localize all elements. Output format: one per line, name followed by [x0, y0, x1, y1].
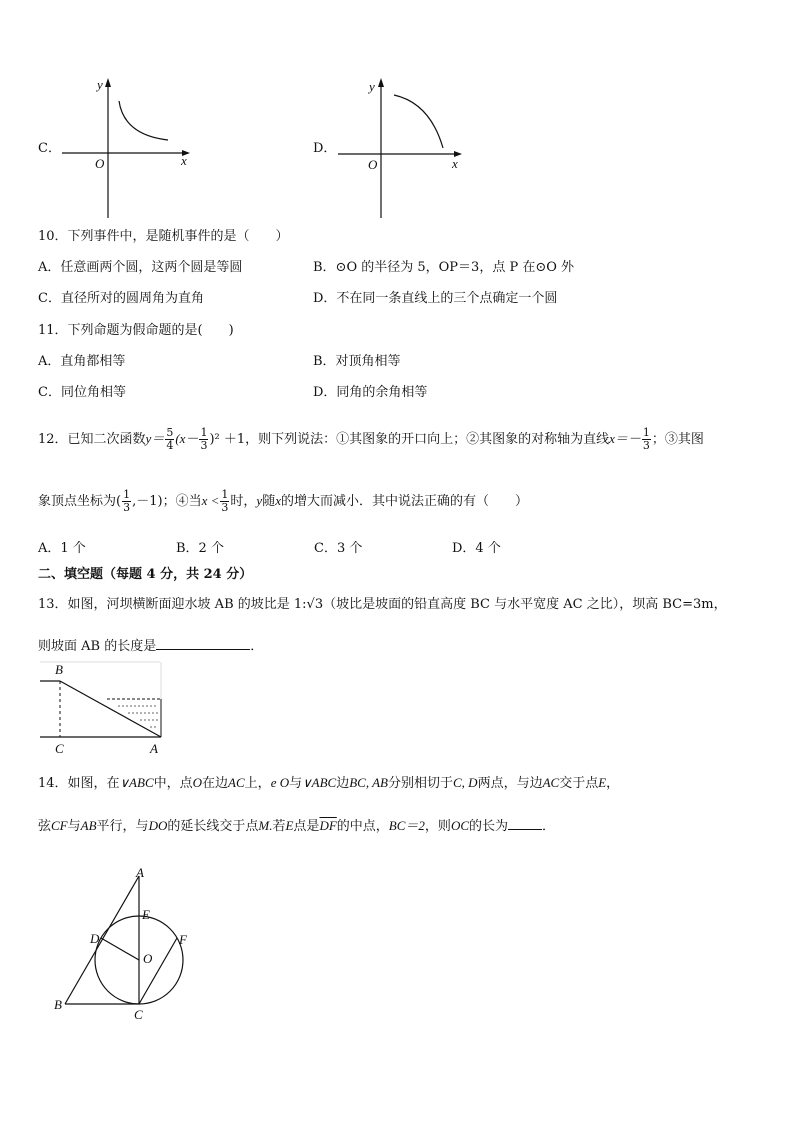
q10-option-d: D．不在同一条直线上的三个点确定一个圆 — [313, 291, 558, 306]
q14-text: 平行，与 — [96, 819, 149, 834]
frac-num: 1 — [642, 426, 650, 439]
q14-text: 与 — [289, 776, 303, 791]
q14-label-a: A — [136, 865, 144, 880]
frac-den: 4 — [166, 439, 174, 452]
q10-option-b: B．⊙O 的半径为 5，OP＝3，点 P 在⊙O 外 — [313, 260, 575, 275]
q14-triangle-abc: ∨ABC — [302, 775, 337, 790]
q12-sui: 随 — [262, 494, 276, 509]
q12-x-var: x — [275, 493, 281, 508]
q14-points-c-d: C, D — [453, 775, 478, 790]
q14-text: 若 — [272, 819, 286, 834]
q14-triangle-abc: ∨ABC — [119, 775, 154, 790]
q11-option-a: A．直角都相等 — [38, 354, 126, 369]
q14-label-f: F — [179, 932, 187, 947]
q12-end: 的增大而减小．其中说法正确的有（ ） — [280, 494, 528, 509]
q12-option-c: C．3 个 — [314, 541, 363, 556]
frac-num: 1 — [200, 426, 208, 439]
q14-text: 上， — [244, 776, 271, 791]
q14-bc-value: BC＝2 — [388, 818, 425, 833]
option-c-label: C． — [38, 141, 61, 156]
option-d-label: D． — [313, 141, 337, 156]
q14-text: 点是 — [293, 819, 320, 834]
q14-text: 与 — [67, 819, 81, 834]
q13-period: ． — [250, 639, 264, 654]
q12-x-minus: (x－ — [175, 431, 199, 446]
q12-intro: 12．已知二次函数 — [38, 432, 146, 447]
q11-option-d: D．同角的余角相等 — [313, 385, 428, 400]
q10-stem: 10．下列事件中，是随机事件的是（ ） — [38, 229, 289, 244]
q14-text: ，则 — [424, 819, 451, 834]
q13-label-c: C — [55, 741, 64, 756]
chord-cf — [139, 938, 177, 1004]
q13-text-a: 13．如图，河坝横断面迎水坡 AB 的坡比是 1: — [38, 597, 307, 612]
q14-text: 边 — [336, 776, 350, 791]
frac-den: 3 — [642, 439, 650, 452]
frac-den: 3 — [200, 439, 208, 452]
q12-statements-2: ；③其图 — [651, 432, 704, 447]
q14-point-m: M. — [258, 818, 273, 833]
q10-option-c: C．直径所对的圆周角为直角 — [38, 291, 204, 306]
q14-text: 弦 — [38, 819, 52, 834]
q14-label-b: B — [54, 997, 62, 1012]
q14-text: 两点，与边 — [477, 776, 543, 791]
q14-text: 14．如图，在 — [38, 776, 120, 791]
q12-y-eq: y＝ — [145, 431, 165, 446]
q14-label-c: C — [134, 1007, 143, 1022]
q12-time: 时， — [230, 494, 257, 509]
frac-den: 3 — [123, 501, 131, 514]
graph-d-y-label: y — [369, 79, 375, 94]
graph-c-origin-label: O — [95, 156, 105, 171]
frac-num: 1 — [123, 488, 131, 501]
q12-vertex-text: 象顶点坐标为 — [38, 494, 117, 509]
q14-sides-bc-ab: BC, AB — [349, 775, 388, 790]
q14-label-e: E — [142, 907, 150, 922]
q14-circle-o: e O — [270, 775, 290, 790]
section-2-heading: 二、填空题（每题 4 分，共 24 分） — [38, 567, 253, 582]
q14-point-e: E — [598, 775, 607, 790]
q14-segment-do: DO — [148, 818, 168, 833]
q12-x-lt: x < — [201, 493, 220, 508]
q14-point-e: E — [285, 818, 294, 833]
q14-label-o: O — [143, 951, 153, 966]
graph-d-origin-label: O — [368, 157, 378, 172]
q13-text-b: （坡比是坡面的铅直高度 BC 与水平宽度 AC 之比），坝高 BC=3m， — [323, 597, 727, 612]
segment-do — [101, 938, 139, 960]
q12-option-a: A．1 个 — [38, 541, 86, 556]
q14-text: 的长为 — [469, 819, 509, 834]
q13-label-a: A — [150, 741, 158, 756]
q14-period: ． — [542, 819, 556, 834]
frac-den: 3 — [221, 501, 229, 514]
q11-option-b: B．对顶角相等 — [313, 354, 401, 369]
q14-side-ac: AC — [228, 775, 245, 790]
q14-text: 交于点 — [559, 776, 599, 791]
graph-c-y-label: y — [97, 77, 103, 92]
graph-c-x-label: x — [181, 153, 187, 168]
q14-arc-df: $\overline{DF}$ — [319, 818, 337, 833]
q14-side-ac: AC — [542, 775, 560, 790]
q12-y-var: y — [256, 493, 263, 508]
q14-text: 中，点 — [153, 776, 193, 791]
q12-lparen: ( — [116, 494, 122, 509]
q13-text-c: 则坡面 AB 的长度是 — [38, 639, 157, 654]
q13-sqrt3: √3 — [306, 597, 324, 612]
q12-option-d: D．4 个 — [452, 541, 501, 556]
q12-statements-1: ，则下列说法：①其图象的开口向上；②其图象的对称轴为直线 — [245, 432, 610, 447]
frac-num: 1 — [221, 488, 229, 501]
q11-option-c: C．同位角相等 — [38, 385, 126, 400]
q14-segment-oc: OC — [450, 818, 469, 833]
frac-num: 5 — [166, 426, 174, 439]
graph-d-x-label: x — [452, 156, 458, 171]
q14-side-ab: AB — [80, 818, 97, 833]
q14-text: 在边 — [202, 776, 229, 791]
q12-x-eq-neg: x＝－ — [609, 431, 641, 446]
q12-when: ；④当 — [162, 494, 202, 509]
q10-option-a: A．任意画两个圆，这两个圆是等圆 — [38, 260, 243, 275]
q14-text: ， — [606, 776, 620, 791]
q13-label-b: B — [55, 662, 63, 677]
q12-option-b: B．2 个 — [176, 541, 224, 556]
q14-label-d: D — [90, 931, 100, 946]
q14-text: 的中点， — [336, 819, 389, 834]
q14-chord-cf: CF — [51, 818, 68, 833]
q12-rparen: ,－1) — [132, 494, 163, 509]
q14-point-o: O — [192, 775, 203, 790]
q14-text: 的延长线交于点 — [167, 819, 259, 834]
q12-square-plus-one: )² ＋1 — [209, 432, 246, 447]
q14-text: 分别相切于 — [387, 776, 453, 791]
q11-stem: 11．下列命题为假命题的是( ) — [38, 323, 234, 338]
